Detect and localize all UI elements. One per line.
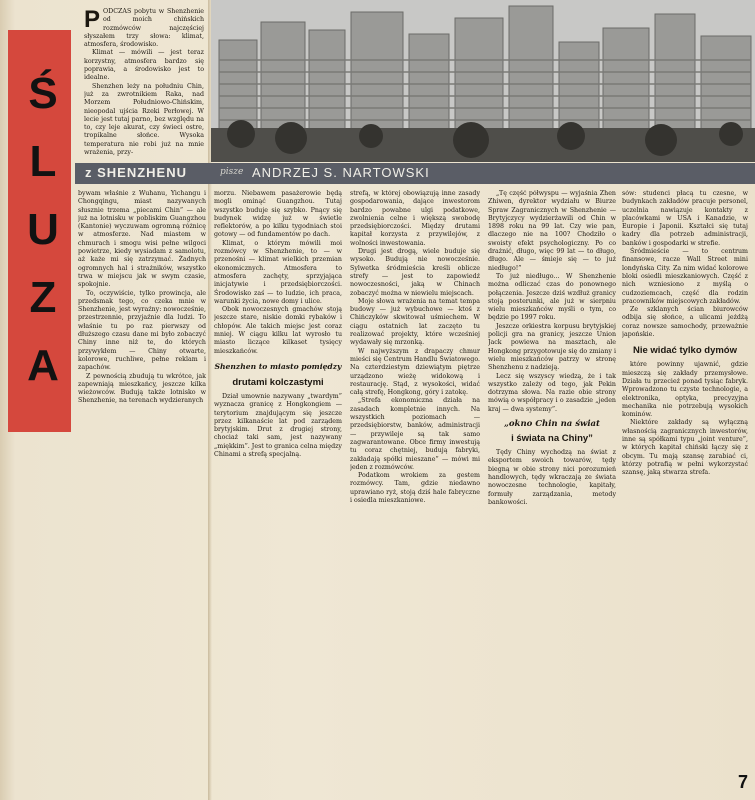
paragraph: Lecz się wszyscy wiedzą, że i tak wszystko zależy od tego, jak Pekin dotrzyma słowa. Na razie obie strony mówią o współpracy i o zasadzie „jeden kraj — dwa systemy”. [488,372,616,413]
intro-column [84,8,204,160]
paragraph: „Tę część półwyspu — wyjaśnia Zhen Zhiwen, dyrektor wydziału w Biurze Spraw Zagranicznych w Shenzhenie — Brytyjczycy wydzierżawili od Chin w 1898 roku na 99 lat. Czy wie pan, dlaczego nie na 100? Chodziło o swoisty efekt psychologiczny. Po co drażnić, długo, więc 99 lat — to długo, długo. Ale — śmieje się — to już niedługo!” [488,190,616,272]
title-letter: L [29,137,57,186]
paragraph: To, oczywiście, tylko prowincja, ale przedsmak tego, co czeka mnie w Shenzhenie, jest wyraźny: nowocześnie, przestrzennie, przyjaźnie dla ludzi. To właśnie tu po raz pierwszy od dłuższego czasu dane mi było zobaczyć Chiny inne niż te, do których przywykłem — Chiny otwarte, kolorowe, ruchliwe, pełne reklam i zapachów. [78,289,206,372]
paragraph: Ze szklanych ścian biurowców odbija się słońce, a ulicami jeżdżą coraz nowsze samochody, przeważnie japońskie. [622,306,748,339]
page-number: 7 [738,772,749,792]
headline: z SHENZHENU [85,165,188,180]
paragraph: Drugi jest drogą, wiele buduje się wysoko. Budują nie nowocześnie. Sylwetka śródmieścia kreśli oblicze strefy — jest to zapowiedź nowoczesności, jaką w Chinach zobaczyć można w niewielu miejscach. [350,248,480,297]
text-column [214,190,342,790]
paragraph: Z pewnością zbudują tu wkrótce, jak zapewniają mieszkańcy, jeszcze kilka wieżowców. Budują także lotnisko w Shenzhenie, na terenach wydzieranych [78,372,206,405]
paragraph: Śródmieście — to centrum finansowe, racze Wall Street mini londyńska City. Za nim widać kolorowe bloki osiedli mieszkaniowych. Część z nich wzniesiono z myślą o cudzoziemcach, część dla rodzin pracowników miejscowych zakładów. [622,248,748,305]
paragraph: sów: studenci płacą tu czesne, w budynkach zakładów pracuje personel, uczelnia nawiązuje kontakty z placówkami w USA i Kanadzie, w Europie i Japonii. Kształci się tutaj kadry dla potrzeb administracji, banków i gospodarki w strefie. [622,190,748,247]
vertical-title [18,60,68,400]
paragraph: bywam właśnie z Wuhanu, Yichangu i Chongqingu, miast nazywanych słusznie trzema „piecami Chin” — ale już na lotnisku w pobliskim Guangzhou (Kantonie) wyczuwam ogromną różnicę w atmosferze. Nad miastem w chmurach i smogu wisi pełne wilgoci powietrze, kiedy wysiadam z samolotu, aż każe mi się zatrzymać. Żadnych ogromnych hal i strażników, wszystko trwa w miejscu jak w swym czasie, spokojnie. [78,190,206,289]
title-letter: U [27,205,59,254]
paragraph: Niektóre zakłady są wyłączną własnością zagranicznych inwestorów, inne są spółkami typu „joint venture”, w których kapitał chiński łączy się z obcym. Tu mają szansę zarabiać ci, którzy potrafią w pełni wykorzystać szansę, jaką stwarza strefa. [622,419,748,477]
paragraph: strefą, w której obowiązują inne zasady gospodarowania, dające inwestorom bardzo powabne ulgi podatkowe, zwolnienia celne i większą swobodę przedsiębiorczości. Między drutami kapitał korzysta z przywilejów, z wolności inwestowania. [350,190,480,247]
title-letter: Ś [28,69,58,118]
text-column [488,190,616,790]
byline-prefix: pisze [220,167,244,177]
paragraph: ODCZAS pobytu w Shenzhenie od moich chińskich rozmówców najczęściej słyszałem trzy słowa: klimat, atmosfera, środowisko. [84,8,204,49]
paragraph: Shenzhen leży na południu Chin, już za zwrotnikiem Raka, nad Morzem Południowo-Chińskim, nieopodal ujścia Rzeki Perłowej. W lecie jest tutaj parno, bez względu na to, czy leje akurat, czy świeci ostre, tropikalne słońce. Wysoka temperatura nie robi już na mnie wrażenia, przy- [84,82,204,157]
text-column [78,190,206,790]
city-skyline-photo [211,0,755,162]
paragraph: W najwyższym z drapaczy chmur mieści się Centrum Handlu Światowego. Na czterdziestym dziewiątym piętrze urządzono wieżę widokową i restaurację. Stąd, z wysokości, widać całą strefę, Hongkong, góry i zatokę. [350,347,480,397]
paragraph: Tędy Chiny wychodzą na świat z eksportem swoich towarów, tędy biegną w obie strony nici porozumień handlowych, tędy wkraczają ze świata nowoczesne technologie, kapitały, formuły zarządzania, metody bankowości. [488,449,616,506]
author-name: ANDRZEJ S. NARTOWSKI [252,165,430,180]
paragraph: Moje słowa wrażenia na temat tempa budowy — już wybuchowe — ktoś z Chińczyków skwitował uśmiechem. W ciągu ostatnich lat zaczęto tu realizować projekty, które wcześniej wydawały się mrzonką. [350,297,480,347]
paragraph: To już niedługo... W Shenzhenie można odliczać czas do ponownego połączenia. Jeszcze dziś wzdłuż granicy stoją posterunki, ale już w sierpniu wielu mieszkańców myśli o tym, co będzie po 1997 roku. [488,272,616,322]
paragraph: Obok nowoczesnych gmachów stoją jeszcze stare, niskie domki rybaków i chłopów. Ale takich miejsc jest coraz mniej. W ciągu kilku lat wyrosło tu miasto liczące kilkaset tysięcy mieszkańców. [214,306,342,355]
article-title-bar [75,163,755,184]
paragraph: morzu. Niebawem pasażerowie będą mogli ominąć Guangzhou. Tutaj wszystko buduje się szybko. Pnący się budynek widzę już w świetle reflektorów, a po kilku tygodniach stoi gotowy — od fundamentów po dach. [214,190,342,239]
paragraph: Klimat, o którym mówili moi rozmówcy w Shenzhenie, to — w przenośni — klimat wielkich przemian ekonomicznych. Atmosfera to atmosfera zachęty, sprzyjająca inicjatywie i przedsiębiorczości. Środowisko zaś — to ludzie, ich praca, warunki życia, nowe domy i ulice. [214,239,342,305]
paragraph: „Strefa ekonomiczna działa na zasadach kompletnie innych. Na wszystkich poziomach — przedsiębiorstw, banków, administracji — przywileje są tak samo zagwarantowane. Obce firmy inwestują tu coraz chętniej, budują fabryki, zakładają spółki mieszane” — mówi mi jeden z rozmówców. [350,397,480,471]
paragraph: Podatkom wrokiem za gestem rozmówcy. Tam, gdzie niedawno uprawiano ryż, stoją dziś hale fabryczne i osiedla mieszkaniowe. [350,472,480,504]
paragraph: Jeszcze orkiestra korpusu brytyjskiej policji gra na granicy, jeszcze Union Jack powiewa na masztach, ale Hongkong przygotowuje się do zmiany i wielu mieszkańców patrzy w stronę Shenzhenu z nadzieją. [488,322,616,372]
section-heading-line1: „okno Chin na świat [504,419,600,430]
paragraph: Klimat — mówili — jest teraz korzystny, atmosfera bardzo się poprawia, a środowisko jest to idealne. [84,49,204,82]
drop-cap: P [84,8,101,33]
subheading: Shenzhen to miasto pomiędzy [214,361,342,371]
title-letter: A [27,341,59,390]
text-column [350,190,480,790]
title-letter: Z [29,273,57,322]
paragraph: które powinny ujawnić, gdzie mieszczą się zakłady przemysłowe. Działa tu przecież ponad tysiąc fabryk. Wprowadzono tu czyste technologie, a elektronika, optyka, precyzyjna mechanika nie potrzebują wysokich kominów. [622,361,748,419]
text-column [622,190,748,768]
section-heading: drutami kolczastymi [232,376,324,388]
paragraph: Dział umownie nazywany „twardym” wyznacza granicę z Hongkongiem — terytorium znajdującym się jeszcze przez kilkanaście lat pod zarządem brytyjskim. Drut z drugiej strony, chociaż taki sam, jest nazywany „miękkim”. Jest to granica celna między Chinami a strefą specjalną. [214,392,342,459]
section-heading: Nie widać tylko dymów [633,345,737,357]
section-heading-line2: i świata na Chiny” [511,433,593,445]
